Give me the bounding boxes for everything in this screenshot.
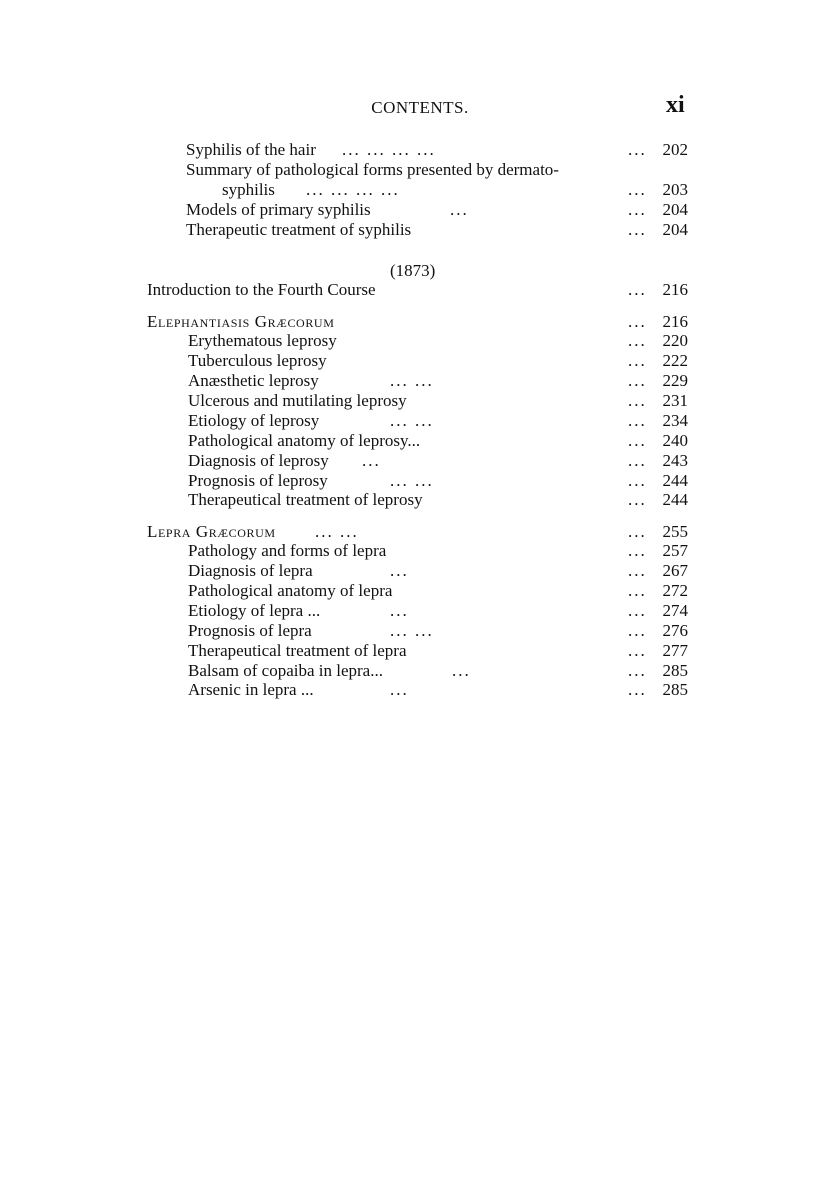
leader-dots: ... <box>628 312 647 331</box>
entry-label: Etiology of leprosy <box>188 411 320 430</box>
entry-label: Erythematous leprosy <box>188 331 337 350</box>
toc-entry <box>188 490 688 510</box>
toc-entry <box>186 200 688 220</box>
toc-entry <box>186 160 688 180</box>
entry-page: 257 <box>662 541 688 560</box>
toc-entry <box>188 431 688 451</box>
leader-dots: ... <box>628 431 647 450</box>
leader-dots: ... ... ... ... <box>342 140 436 159</box>
leader-dots: ... <box>390 680 409 699</box>
leader-dots: ... <box>628 180 647 199</box>
entry-label: Diagnosis of lepra <box>188 561 313 580</box>
leader-dots: ... <box>628 621 647 640</box>
toc-entry <box>186 140 688 160</box>
toc-entry <box>222 180 688 200</box>
leader-dots: ... <box>628 451 647 470</box>
entry-page: 216 <box>662 280 688 299</box>
entry-page: 234 <box>662 411 688 430</box>
entry-label: syphilis <box>222 180 275 199</box>
toc-entry <box>188 661 688 681</box>
leader-dots: ... <box>628 601 647 620</box>
entry-label: Arsenic in lepra ... <box>188 680 314 699</box>
entry-page: 229 <box>662 371 688 390</box>
entry-page: 204 <box>662 200 688 219</box>
leader-dots: ... <box>450 200 469 219</box>
toc-entry <box>188 371 688 391</box>
leader-dots: ... <box>628 331 647 350</box>
entry-page: 216 <box>662 312 688 331</box>
entry-page: 202 <box>662 140 688 159</box>
leader-dots: ... ... <box>390 411 434 430</box>
leader-dots: ... <box>628 541 647 560</box>
leader-dots: ... <box>628 391 647 410</box>
entry-page: 272 <box>662 581 688 600</box>
leader-dots: ... <box>628 200 647 219</box>
entry-label: Pathological anatomy of lepra <box>188 581 393 600</box>
leader-dots: ... <box>628 641 647 660</box>
toc-entry <box>188 641 688 661</box>
entry-page: 231 <box>662 391 688 410</box>
leader-dots: ... <box>628 661 647 680</box>
toc-entry <box>188 451 688 471</box>
entry-page: 203 <box>662 180 688 199</box>
toc-entry <box>188 331 688 351</box>
leader-dots: ... <box>628 220 647 239</box>
entry-label: Pathological anatomy of leprosy... <box>188 431 421 450</box>
entry-label: Balsam of copaiba in lepra... <box>188 661 383 680</box>
running-header: CONTENTS. <box>371 98 469 117</box>
entry-label: Models of primary syphilis <box>186 200 371 219</box>
leader-dots: ... <box>390 601 409 620</box>
entry-page: 244 <box>662 471 688 490</box>
leader-dots: ... ... <box>390 471 434 490</box>
toc-entry <box>188 411 688 431</box>
entry-label: Introduction to the Fourth Course <box>147 280 376 299</box>
entry-label: Prognosis of lepra <box>188 621 312 640</box>
leader-dots: ... <box>390 561 409 580</box>
leader-dots: ... <box>628 680 647 699</box>
entry-page: 285 <box>662 680 688 699</box>
toc-entry <box>188 601 688 621</box>
leader-dots: ... ... <box>390 621 434 640</box>
entry-label: Diagnosis of leprosy <box>188 451 329 470</box>
entry-label: Therapeutical treatment of leprosy <box>188 490 423 509</box>
entry-page: 274 <box>662 601 688 620</box>
entry-page: 276 <box>662 621 688 640</box>
leader-dots: ... <box>628 581 647 600</box>
leader-dots: ... <box>628 522 647 541</box>
course-year: (1873) <box>390 261 436 280</box>
section-heading: Elephantiasis Græcorum <box>147 312 335 331</box>
leader-dots: ... <box>628 140 647 159</box>
entry-label: Ulcerous and mutilating leprosy <box>188 391 407 410</box>
toc-entry <box>188 680 688 700</box>
toc-entry <box>188 391 688 411</box>
entry-label: Etiology of lepra ... <box>188 601 321 620</box>
leader-dots: ... <box>628 471 647 490</box>
entry-page: 243 <box>662 451 688 470</box>
leader-dots: ... <box>628 411 647 430</box>
entry-page: 277 <box>662 641 688 660</box>
leader-dots: ... ... <box>315 522 359 541</box>
entry-label: Summary of pathological forms presented by dermato- <box>186 160 559 179</box>
leader-dots: ... <box>628 280 647 299</box>
entry-page: 220 <box>662 331 688 350</box>
leader-dots: ... <box>628 561 647 580</box>
entry-label: Tuberculous leprosy <box>188 351 327 370</box>
entry-page: 204 <box>662 220 688 239</box>
entry-label: Therapeutical treatment of lepra <box>188 641 407 660</box>
leader-dots: ... ... ... ... <box>306 180 400 199</box>
entry-label: Prognosis of leprosy <box>188 471 328 490</box>
entry-page: 255 <box>662 522 688 541</box>
toc-entry <box>186 220 688 240</box>
section-heading: Lepra Græcorum <box>147 522 276 541</box>
section-heading-lepra <box>147 522 688 542</box>
entry-label: Anæsthetic leprosy <box>188 371 319 390</box>
entry-page: 267 <box>662 561 688 580</box>
entry-label: Syphilis of the hair <box>186 140 316 159</box>
toc-entry <box>188 621 688 641</box>
page-number: xi <box>666 92 685 118</box>
entry-page: 244 <box>662 490 688 509</box>
toc-entry <box>188 351 688 371</box>
entry-page: 285 <box>662 661 688 680</box>
leader-dots: ... <box>452 661 471 680</box>
leader-dots: ... <box>628 490 647 509</box>
leader-dots: ... <box>628 371 647 390</box>
toc-entry-intro <box>147 280 688 300</box>
entry-page: 222 <box>662 351 688 370</box>
section-heading-elephantiasis <box>147 312 688 332</box>
leader-dots: ... <box>362 451 381 470</box>
leader-dots: ... <box>628 351 647 370</box>
toc-entry <box>188 581 688 601</box>
toc-entry <box>188 471 688 491</box>
leader-dots: ... ... <box>390 371 434 390</box>
entry-label: Therapeutic treatment of syphilis <box>186 220 412 239</box>
toc-entry <box>188 561 688 581</box>
entry-label: Pathology and forms of lepra <box>188 541 387 560</box>
entry-page: 240 <box>662 431 688 450</box>
toc-entry <box>188 541 688 561</box>
